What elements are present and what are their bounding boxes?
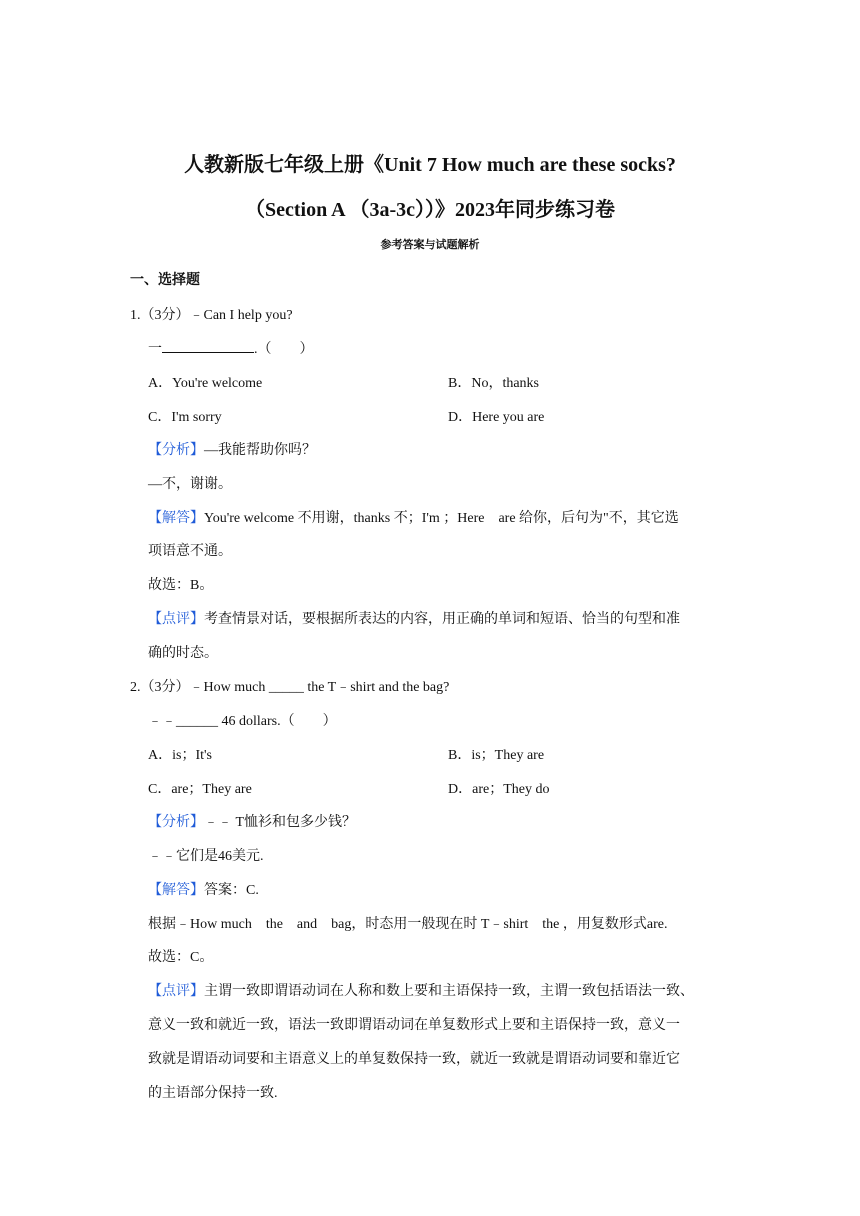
q1-analysis-text-2: —不，谢谢。 xyxy=(148,477,232,492)
q2-stem: 2.（3分）﹣How much _____ the T﹣shirt and the bag? xyxy=(130,680,450,695)
q1-solution-text-2: 项语意不通。 xyxy=(148,544,232,559)
q2-option-b: B．is；They are xyxy=(448,748,545,763)
q2-comment xyxy=(148,980,694,1000)
q1-stem: 1.（3分）﹣Can I help you? xyxy=(130,308,293,323)
q2-option-d: D．are；They do xyxy=(448,782,550,797)
q1-analysis-tag: 【分析】 xyxy=(148,443,204,458)
q2-solution-tag: 【解答】 xyxy=(148,883,204,898)
q1-option-d: D．Here you are xyxy=(448,410,545,425)
q2-choice: 故选：C。 xyxy=(148,950,214,965)
q2-solution-text-1: 答案：C. xyxy=(204,883,259,898)
q1-solution xyxy=(148,507,679,527)
title-line-2: （Section A （3a-3c））》2023年同步练习卷 xyxy=(245,199,615,221)
q1-option-a: A．You're welcome xyxy=(148,376,263,391)
q1-answer-suffix: .（ ） xyxy=(254,342,314,357)
q2-line-2: ﹣﹣______ 46 dollars.（ ） xyxy=(148,714,337,729)
q2-comment-text-2: 意义一致和就近一致，语法一致即谓语动词在单复数形式上要和主语保持一致，意义一 xyxy=(148,1018,680,1033)
q1-solution-tag: 【解答】 xyxy=(148,511,204,526)
q2-comment-tag: 【点评】 xyxy=(148,984,204,999)
q2-analysis-tag: 【分析】 xyxy=(148,815,204,830)
q1-blank xyxy=(162,340,254,353)
q1-option-b: B．No，thanks xyxy=(448,376,539,391)
subtitle: 参考答案与试题解析 xyxy=(380,238,480,251)
q2-comment-text-3: 致就是谓语动词要和主语意义上的单复数保持一致，就近一致就是谓语动词要和靠近它 xyxy=(148,1052,680,1067)
q1-choice: 故选：B。 xyxy=(148,578,214,593)
q1-solution-text-1: You're welcome 不用谢，thanks 不；I'm ；Here are 给你，后句为"不，其它选 xyxy=(204,511,679,526)
q2-option-c: C．are；They are xyxy=(148,782,252,797)
q2-option-a: A．is；It's xyxy=(148,748,212,763)
q1-answer-line xyxy=(148,338,314,358)
q2-comment-text-1: 主谓一致即谓语动词在人称和数上要和主语保持一致，主谓一致包括语法一致、 xyxy=(204,984,694,999)
section-heading: 一、选择题 xyxy=(130,272,200,288)
q1-comment-tag: 【点评】 xyxy=(148,612,204,627)
q1-answer-prefix: 一 xyxy=(148,342,162,357)
q1-option-c: C．I'm sorry xyxy=(148,410,222,425)
q2-analysis-text-1: ﹣﹣ T恤衫和包多少钱？ xyxy=(204,815,357,830)
q2-solution xyxy=(148,879,259,899)
q2-solution-text-2: 根据﹣How much the and bag，时态用一般现在时 T﹣shirt the ，用复数形式are. xyxy=(148,917,668,932)
q1-analysis-text-1: —我能帮助你吗？ xyxy=(204,443,316,458)
q1-comment-text-2: 确的时态。 xyxy=(148,646,218,661)
q2-comment-text-4: 的主语部分保持一致. xyxy=(148,1086,278,1101)
q2-analysis-text-2: ﹣﹣它们是46美元. xyxy=(148,849,264,864)
q1-analysis xyxy=(148,439,316,459)
title-line-1: 人教新版七年级上册《Unit 7 How much are these socks? xyxy=(184,154,676,176)
q1-comment-text-1: 考查情景对话，要根据所表达的内容，用正确的单词和短语、恰当的句型和准 xyxy=(204,612,680,627)
q2-analysis xyxy=(148,811,356,831)
q1-comment xyxy=(148,608,680,628)
